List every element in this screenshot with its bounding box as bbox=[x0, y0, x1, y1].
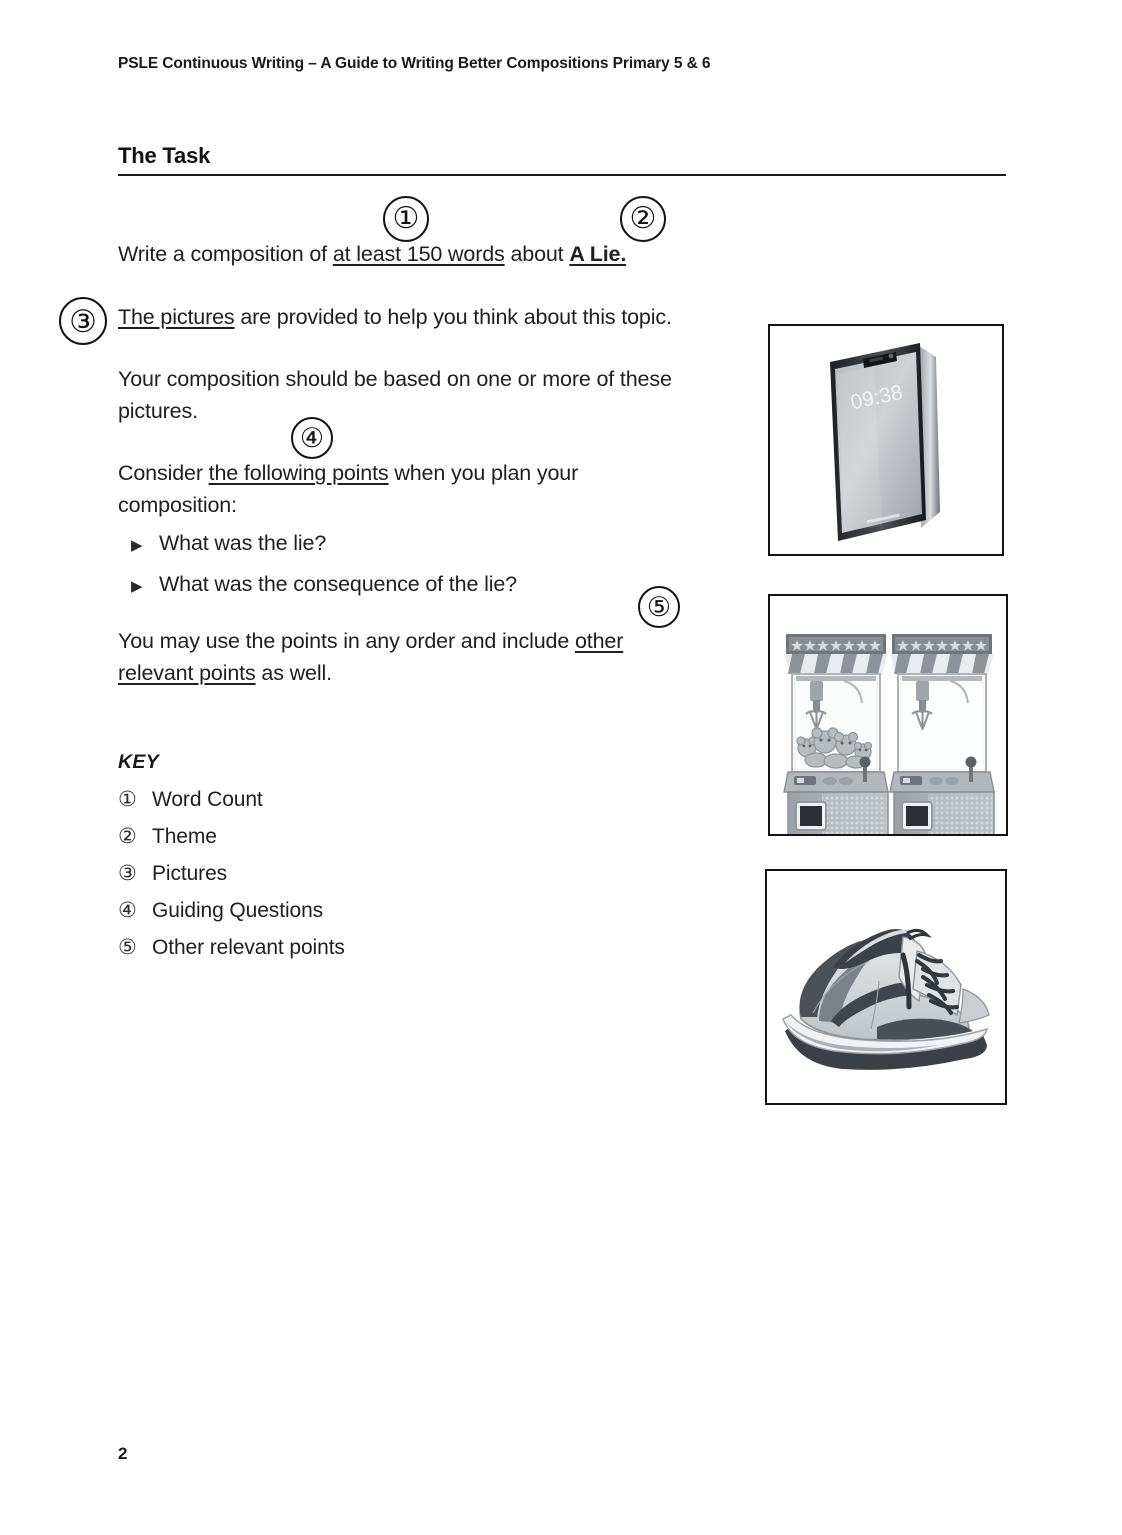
task-line1-middle: about bbox=[504, 242, 570, 266]
key-label-1: Word Count bbox=[152, 788, 263, 811]
theme-text: A Lie. bbox=[569, 242, 627, 266]
task-line5-prefix: You may use the points in any order and include bbox=[118, 629, 575, 653]
task-line4-prefix: Consider bbox=[118, 461, 209, 485]
key-number-2: ② bbox=[118, 824, 137, 848]
key-number-5: ⑤ bbox=[118, 935, 137, 959]
key-label-3: Pictures bbox=[152, 862, 228, 885]
page-title: The Task bbox=[118, 143, 211, 168]
page-number: 2 bbox=[118, 1444, 128, 1463]
list-item bbox=[118, 824, 345, 861]
task-line1-prefix: Write a composition of bbox=[118, 242, 333, 266]
guiding-question-text: What was the lie? bbox=[159, 531, 327, 555]
key-number-1: ① bbox=[118, 787, 137, 811]
callout-marker-4: ④ bbox=[291, 417, 333, 459]
task-line4-rest: when you plan your composition: bbox=[118, 461, 579, 517]
task-instruction-other-points bbox=[118, 625, 698, 689]
wordcount-underlined: at least 150 words bbox=[332, 242, 505, 266]
pictures-underlined: The pictures bbox=[118, 305, 235, 329]
heading-divider bbox=[118, 174, 1006, 176]
triangle-bullet-icon: ▶ bbox=[131, 578, 143, 595]
list-item bbox=[131, 565, 517, 606]
callout-marker-2: ② bbox=[620, 196, 666, 242]
task-instruction-consider bbox=[118, 457, 678, 521]
guiding-questions-list bbox=[131, 524, 517, 606]
callout-marker-1: ① bbox=[383, 196, 429, 242]
running-header: PSLE Continuous Writing – A Guide to Writing Better Compositions Primary 5 & 6 bbox=[118, 55, 711, 72]
picture-frame-sneaker bbox=[765, 869, 1007, 1105]
triangle-bullet-icon: ▶ bbox=[131, 537, 143, 554]
list-item bbox=[118, 787, 345, 824]
key-label-5: Other relevant points bbox=[152, 936, 345, 959]
list-item bbox=[131, 524, 517, 565]
task-line5-rest: as well. bbox=[255, 661, 332, 685]
key-number-4: ④ bbox=[118, 898, 137, 922]
list-item bbox=[118, 935, 345, 972]
list-item bbox=[118, 898, 345, 935]
picture-frame-claw-machines bbox=[768, 594, 1008, 836]
task-instruction-wordcount bbox=[118, 238, 758, 270]
task-instruction-pictures bbox=[118, 301, 778, 333]
key-legend-title: KEY bbox=[118, 751, 159, 773]
other-relevant-points-underlined: other relevant points bbox=[118, 629, 624, 685]
list-item bbox=[118, 861, 345, 898]
picture-frame-smartphone bbox=[768, 324, 1004, 556]
sneaker-illustration bbox=[767, 871, 1005, 1103]
claw-machines-illustration bbox=[770, 596, 1006, 834]
key-label-2: Theme bbox=[152, 825, 217, 848]
callout-marker-3: ③ bbox=[59, 297, 107, 345]
key-number-3: ③ bbox=[118, 861, 137, 885]
claw-machine-left bbox=[784, 634, 888, 834]
key-legend-list bbox=[118, 787, 345, 972]
svg-text:09:38: 09:38 bbox=[848, 380, 905, 415]
following-points-underlined: the following points bbox=[208, 461, 389, 485]
guiding-question-text: What was the consequence of the lie? bbox=[159, 572, 517, 596]
task-instruction-basis: Your composition should be based on one or more of these pictures. bbox=[118, 367, 672, 423]
task-line2-rest: are provided to help you think about this topic. bbox=[234, 305, 672, 329]
key-label-4: Guiding Questions bbox=[152, 899, 324, 922]
claw-machine-right bbox=[890, 634, 994, 834]
smartphone-illustration bbox=[770, 326, 1002, 554]
callout-marker-5: ⑤ bbox=[638, 586, 680, 628]
